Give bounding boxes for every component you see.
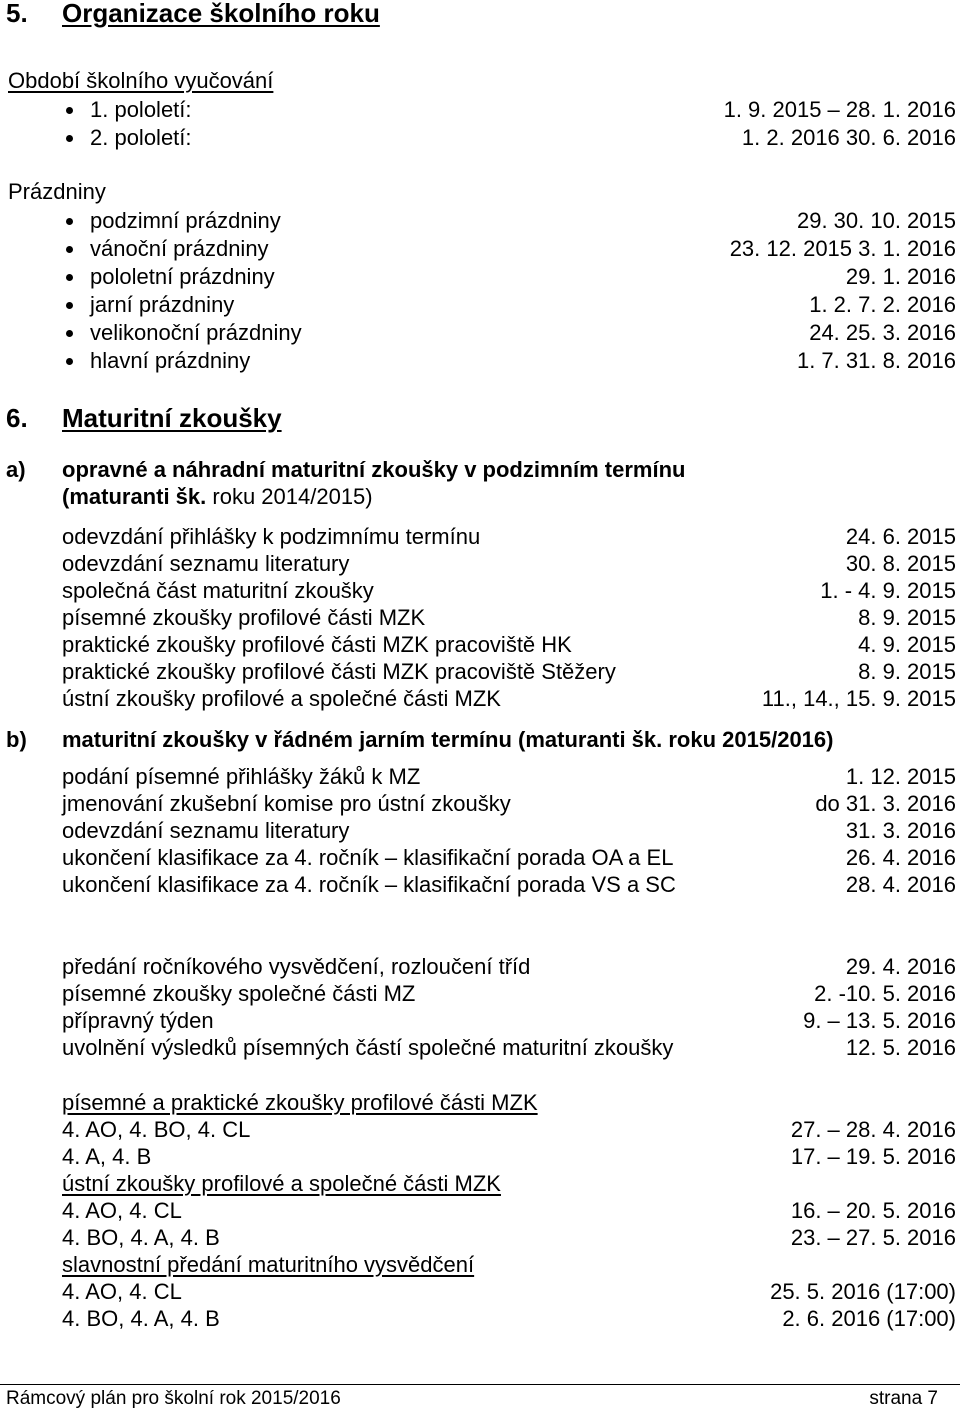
section-5-number: 5. <box>6 0 28 28</box>
item-date: 4. 9. 2015 <box>858 632 956 657</box>
period-1-label: 1. pololetí: <box>90 97 192 122</box>
page-number: strana 7 <box>869 1388 938 1409</box>
list-item <box>62 1225 956 1251</box>
holiday-label: jarní prázdniny <box>90 292 235 317</box>
item-label: ukončení klasifikace za 4. ročník – klasifikační porada VS a SC <box>62 872 676 897</box>
list-item <box>62 1117 956 1143</box>
item-label: praktické zkoušky profilové části MZK pracoviště HK <box>62 632 572 657</box>
item-date: 11., 14., 15. 9. 2015 <box>761 686 956 711</box>
list-item <box>62 954 956 980</box>
holiday-label: pololetní prázdniny <box>90 264 275 289</box>
period-2-date: 1. 2. 2016 30. 6. 2016 <box>741 125 956 150</box>
holiday-label: podzimní prázdniny <box>90 208 281 233</box>
item-label: praktické zkoušky profilové části MZK pracoviště Stěžery <box>62 659 616 684</box>
item-date: 28. 4. 2016 <box>845 872 956 897</box>
oral-heading: ústní zkoušky profilové a společné části MZK <box>62 1171 501 1196</box>
holiday-date: 23. 12. 2015 3. 1. 2016 <box>729 236 956 261</box>
item-date: 1. - 4. 9. 2015 <box>820 578 956 603</box>
bullet-icon <box>66 135 73 142</box>
list-item <box>62 1198 956 1224</box>
list-item <box>62 845 956 871</box>
bullet-icon <box>66 330 73 337</box>
item-label: společná část maturitní zkoušky <box>62 578 374 603</box>
item-date: 30. 8. 2015 <box>845 551 956 576</box>
item-date: 8. 9. 2015 <box>858 605 956 630</box>
item-date: 17. – 19. 5. 2016 <box>790 1144 956 1169</box>
ceremony-heading: slavnostní předání maturitního vysvědčení <box>62 1252 475 1277</box>
item-date: 16. – 20. 5. 2016 <box>790 1198 956 1223</box>
item-label: přípravný týden <box>62 1008 214 1033</box>
item-label: 4. BO, 4. A, 4. B <box>62 1306 220 1331</box>
holiday-date: 1. 2. 7. 2. 2016 <box>809 292 956 317</box>
list-item <box>62 632 956 658</box>
item-label: uvolnění výsledků písemných částí společné maturitní zkoušky <box>62 1035 674 1060</box>
item-date: 24. 6. 2015 <box>845 524 956 549</box>
item-date: 31. 3. 2016 <box>845 818 956 843</box>
item-date: 9. – 13. 5. 2016 <box>803 1008 956 1033</box>
list-item <box>62 686 956 712</box>
subsection-a-heading: opravné a náhradní maturitní zkoušky v podzimním termínu <box>62 457 686 482</box>
list-item <box>62 1035 956 1061</box>
bullet-icon <box>66 218 73 225</box>
list-item <box>62 1279 956 1305</box>
holidays-heading: Prázdniny <box>8 179 106 204</box>
subsection-a-heading-rest: roku 2014/2015) <box>212 484 373 509</box>
bullet-icon <box>66 358 73 365</box>
section-5-title: Organizace školního roku <box>62 0 380 28</box>
holiday-date: 1. 7. 31. 8. 2016 <box>796 348 956 373</box>
item-date: 1. 12. 2015 <box>845 764 956 789</box>
item-date: 23. – 27. 5. 2016 <box>790 1225 956 1250</box>
list-item <box>62 578 956 604</box>
footer-divider <box>0 1384 960 1385</box>
written-practical-heading: písemné a praktické zkoušky profilové části MZK <box>62 1090 538 1115</box>
holiday-label: hlavní prázdniny <box>90 348 251 373</box>
item-date: 12. 5. 2016 <box>845 1035 956 1060</box>
item-label: 4. A, 4. B <box>62 1144 152 1169</box>
section-6-title: Maturitní zkoušky <box>62 403 282 433</box>
holiday-date: 29. 30. 10. 2015 <box>796 208 956 233</box>
item-date: do 31. 3. 2016 <box>815 791 956 816</box>
list-item <box>62 981 956 1007</box>
bullet-icon <box>66 107 73 114</box>
item-label: 4. AO, 4. CL <box>62 1198 182 1223</box>
period-2-label: 2. pololetí: <box>90 125 192 150</box>
item-date: 2. 6. 2016 (17:00) <box>782 1306 956 1331</box>
item-label: písemné zkoušky společné části MZ <box>62 981 416 1006</box>
subsection-b-heading: maturitní zkoušky v řádném jarním termínu (maturanti šk. roku 2015/2016) <box>62 727 834 752</box>
item-label: jmenování zkušební komise pro ústní zkoušky <box>62 791 511 816</box>
bullet-icon <box>66 274 73 281</box>
item-label: podání písemné přihlášky žáků k MZ <box>62 764 421 789</box>
footer-title: Rámcový plán pro školní rok 2015/2016 <box>6 1388 341 1409</box>
item-label: písemné zkoušky profilové části MZK <box>62 605 426 630</box>
item-label: předání ročníkového vysvědčení, rozloučení tříd <box>62 954 531 979</box>
item-label: 4. AO, 4. CL <box>62 1279 182 1304</box>
item-date: 29. 4. 2016 <box>845 954 956 979</box>
list-item <box>62 659 956 685</box>
item-label: ukončení klasifikace za 4. ročník – klasifikační porada OA a EL <box>62 845 674 870</box>
list-item <box>62 764 956 790</box>
item-date: 26. 4. 2016 <box>845 845 956 870</box>
subsection-a-heading-bold: (maturanti šk. <box>62 484 207 509</box>
item-label: odevzdání seznamu literatury <box>62 551 350 576</box>
list-item <box>62 605 956 631</box>
holiday-label: velikonoční prázdniny <box>90 320 302 345</box>
period-1-date: 1. 9. 2015 – 28. 1. 2016 <box>723 97 956 122</box>
period-heading: Období školního vyučování <box>8 68 274 93</box>
list-item <box>62 791 956 817</box>
bullet-icon <box>66 302 73 309</box>
item-label: 4. AO, 4. BO, 4. CL <box>62 1117 251 1142</box>
item-date: 25. 5. 2016 (17:00) <box>770 1279 956 1304</box>
list-item <box>62 818 956 844</box>
section-6-number: 6. <box>6 403 28 433</box>
item-date: 27. – 28. 4. 2016 <box>790 1117 956 1142</box>
list-item <box>62 551 956 577</box>
item-label: 4. BO, 4. A, 4. B <box>62 1225 220 1250</box>
item-date: 8. 9. 2015 <box>858 659 956 684</box>
list-item <box>62 524 956 550</box>
bullet-icon <box>66 246 73 253</box>
holiday-date: 24. 25. 3. 2016 <box>809 320 956 345</box>
subsection-b-letter: b) <box>6 727 27 752</box>
item-label: odevzdání přihlášky k podzimnímu termínu <box>62 524 481 549</box>
subsection-a-heading-line2 <box>62 484 373 510</box>
list-item <box>62 1008 956 1034</box>
item-date: 2. -10. 5. 2016 <box>814 981 956 1006</box>
list-item <box>62 1144 956 1170</box>
list-item <box>62 872 956 898</box>
holiday-label: vánoční prázdniny <box>90 236 269 261</box>
holiday-date: 29. 1. 2016 <box>845 264 956 289</box>
list-item <box>62 1306 956 1332</box>
item-label: odevzdání seznamu literatury <box>62 818 350 843</box>
subsection-a-letter: a) <box>6 457 26 482</box>
item-label: ústní zkoušky profilové a společné části MZK <box>62 686 501 711</box>
